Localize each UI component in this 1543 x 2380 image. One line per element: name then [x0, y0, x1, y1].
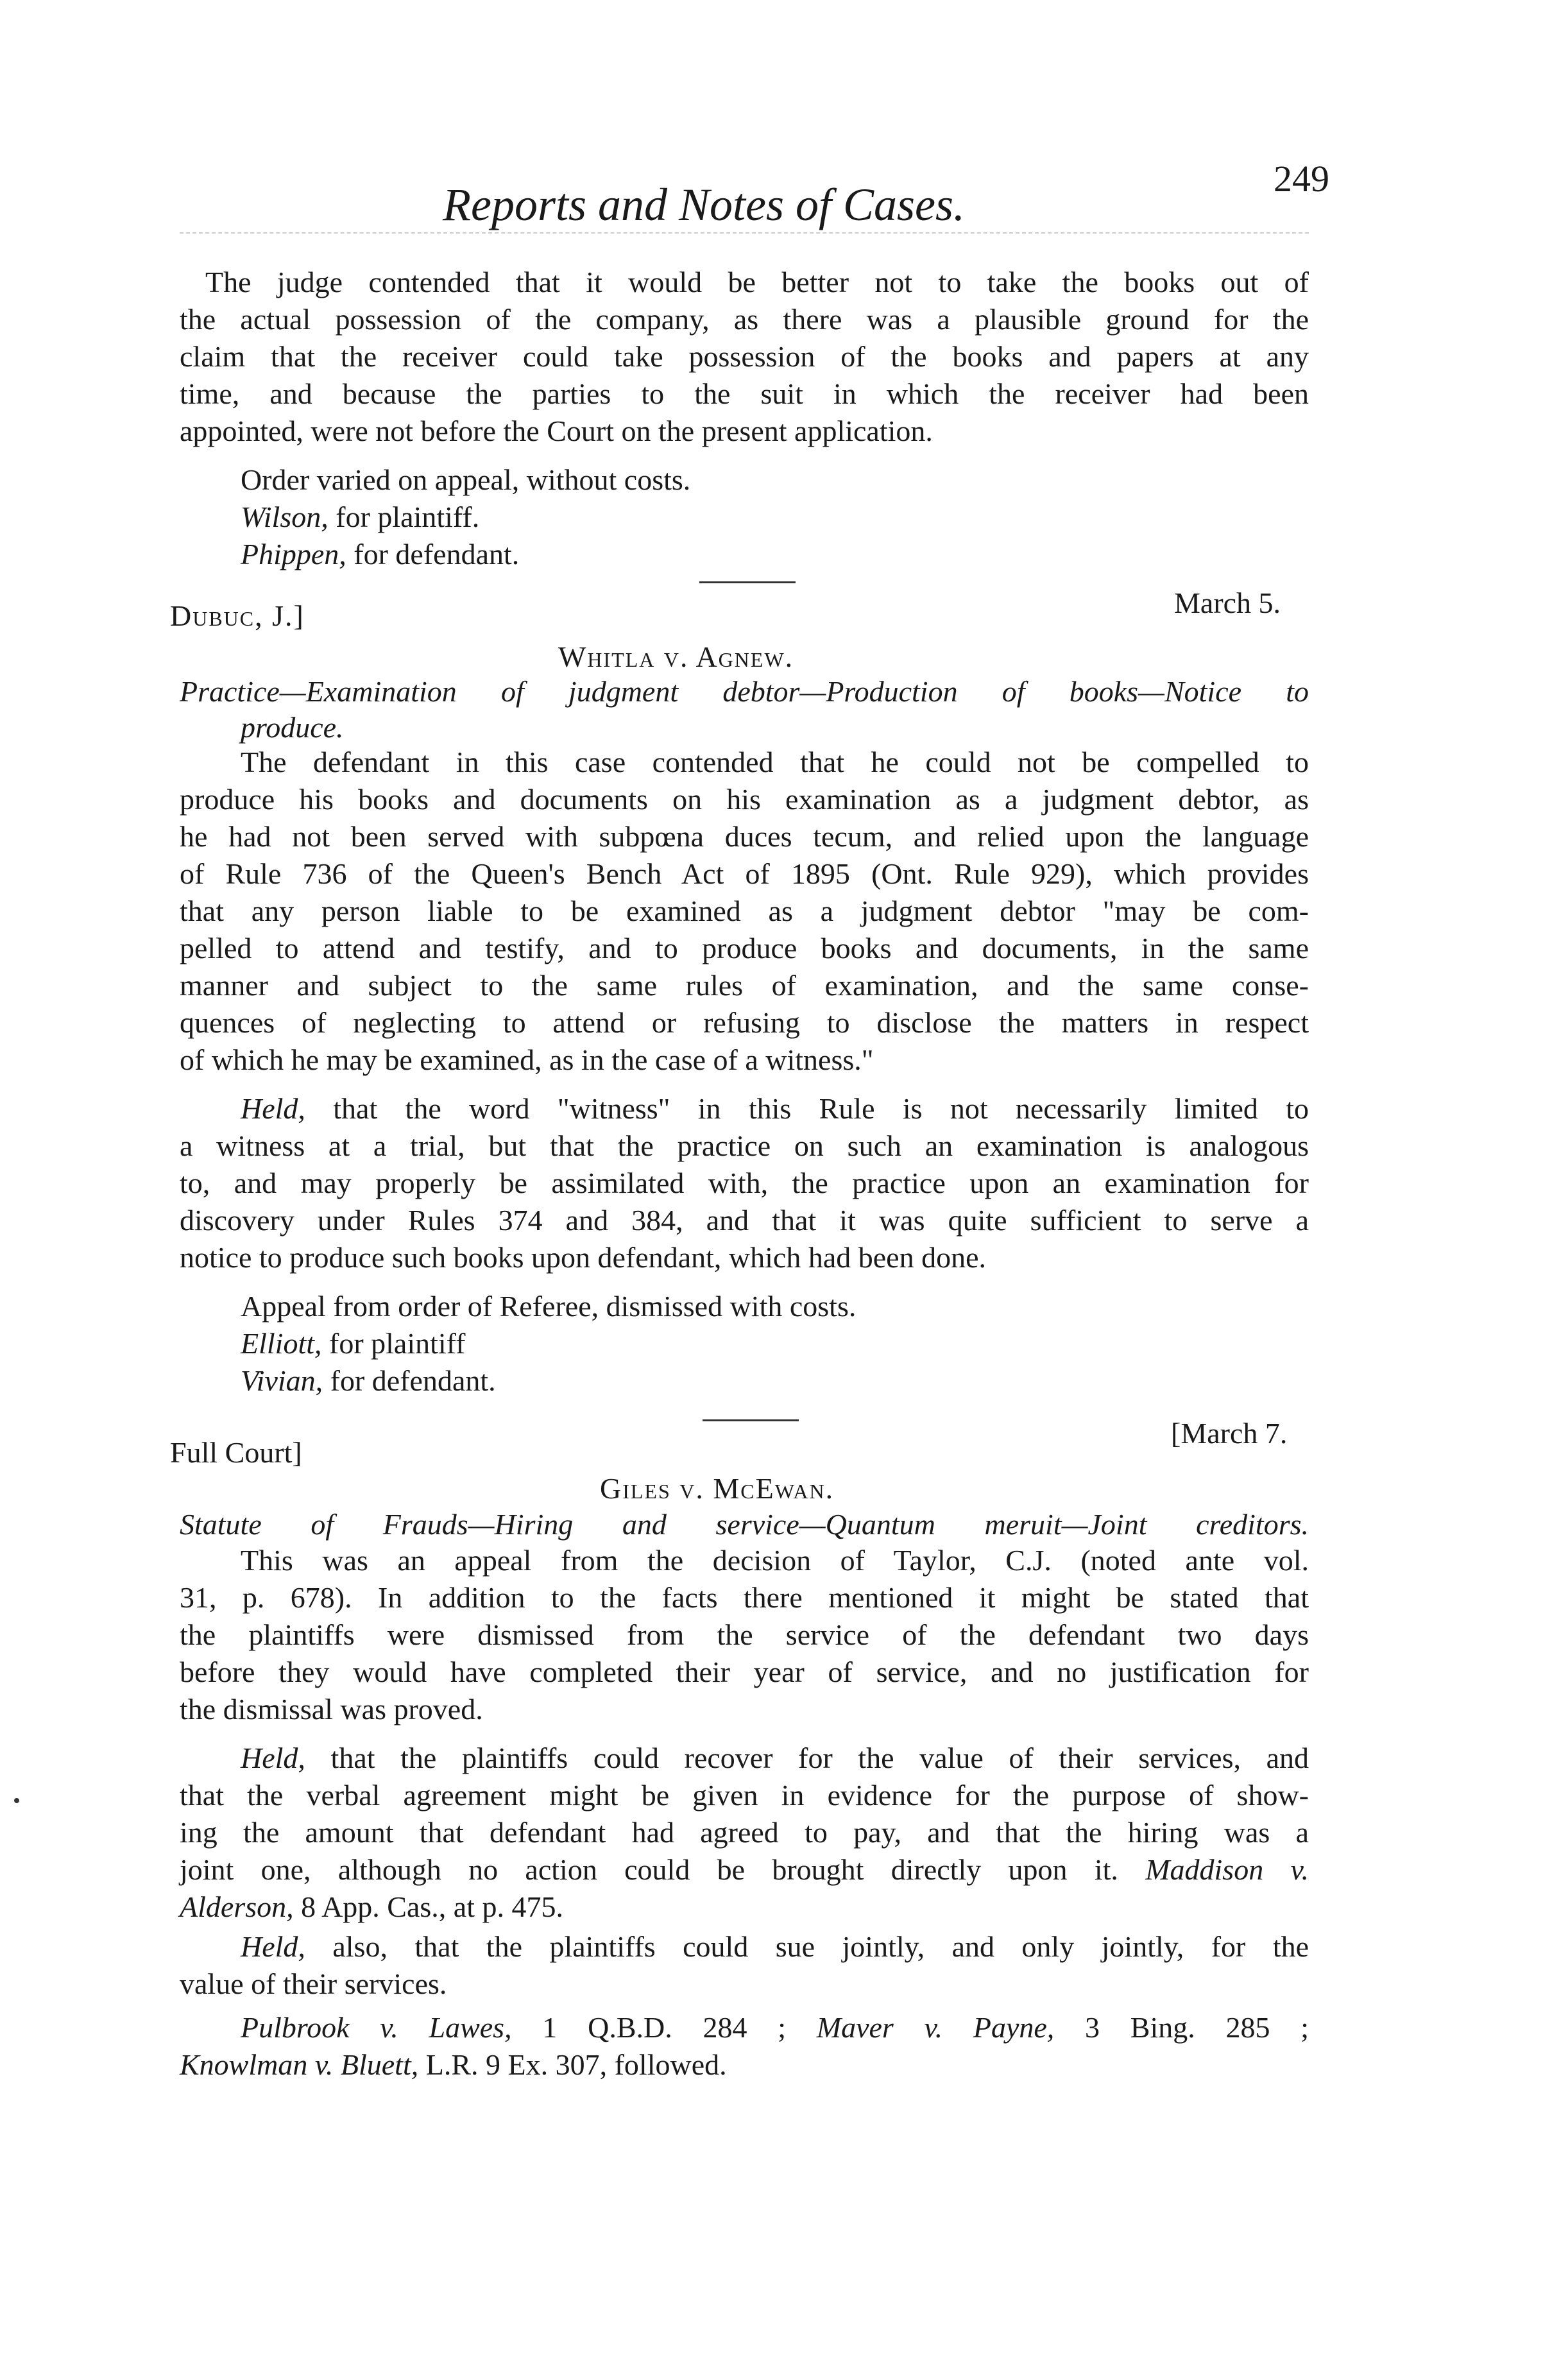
case1-p1-line-6: pelled to attend and testify, and to produce books and documents, in the same — [180, 932, 1309, 964]
case1-headnote-line-1: Practice—Examination of judgment debtor—Production of books—Notice to — [180, 675, 1309, 708]
case0-p1-line-3: claim that the receiver could take possession of the books and papers at any — [180, 340, 1309, 373]
held-label: Held, — [241, 1742, 305, 1774]
counsel-role: for plaintiff — [329, 1327, 466, 1360]
case2-p1-line-5: the dismissal was proved. — [180, 1693, 483, 1725]
case1-counsel-plaintiff — [241, 1326, 465, 1362]
case2-title: Giles v. McEwan. — [600, 1472, 835, 1505]
citation-ref: L.R. 9 Ex. 307, followed. — [425, 2048, 727, 2081]
margin-speck — [14, 1798, 19, 1803]
case0-p1-line-2: the actual possession of the company, as there was a plausible ground for the — [180, 303, 1309, 336]
case2-held1-line-5 — [180, 1889, 563, 1925]
case1-held-line-1 — [241, 1091, 1309, 1127]
running-header-title: Reports and Notes of Cases. — [443, 179, 966, 230]
case2-held1-line-1 — [241, 1740, 1309, 1776]
case1-headnote-line-2: produce. — [241, 711, 344, 744]
case1-p1-line-4: of Rule 736 of the Queen's Bench Act of 1895 (Ont. Rule 929), which provides — [180, 857, 1309, 890]
case0-counsel-defendant — [241, 536, 519, 572]
held-label: Held, — [241, 1092, 305, 1125]
case1-title: Whitla v. Agnew. — [558, 640, 794, 673]
case2-held2-line-2: value of their services. — [180, 1967, 447, 2000]
counsel-name: Phippen, — [241, 538, 346, 570]
held-text: that the word "witness" in this Rule is not necessarily limited to — [333, 1092, 1309, 1125]
counsel-role: for defendant. — [354, 538, 520, 570]
case1-date: March 5. — [1174, 586, 1281, 619]
case0-p1-line-1: The judge contended that it would be better not to take the books out of — [205, 266, 1309, 298]
citation-name: Pulbrook v. Lawes, — [241, 2011, 512, 2044]
case2-date: [March 7. — [1171, 1417, 1288, 1450]
case2-p1-line-4: before they would have completed their year of service, and no justification for — [180, 1656, 1309, 1688]
case1-held-line-3: to, and may properly be assimilated with, the practice upon an examination for — [180, 1167, 1309, 1199]
case1-p1-line-3: he had not been served with subpœna duces tecum, and relied upon the language — [180, 820, 1309, 853]
case2-held1-line-4 — [180, 1852, 1309, 1888]
citation-name: Knowlman v. Bluett, — [180, 2048, 419, 2081]
case2-p1-line-1: This was an appeal from the decision of Taylor, C.J. (noted ante vol. — [241, 1544, 1309, 1577]
case1-judge: Dubuc, J.] — [170, 599, 305, 632]
case1-held-line-4: discovery under Rules 374 and 384, and that it was quite sufficient to serve a — [180, 1204, 1309, 1237]
held-label: Held, — [241, 1930, 305, 1963]
case-separator — [703, 1419, 799, 1421]
case1-p1-line-9: of which he may be examined, as in the case of a witness." — [180, 1043, 874, 1076]
case2-citations-line-2 — [180, 2047, 727, 2083]
case1-held-line-2: a witness at a trial, but that the practice on such an examination is analogous — [180, 1129, 1309, 1162]
counsel-name: Elliott, — [241, 1327, 322, 1360]
case2-p1-line-3: the plaintiffs were dismissed from the service of the defendant two days — [180, 1618, 1309, 1651]
held-text: joint one, although no action could be brought directly upon it. — [180, 1853, 1118, 1886]
case2-court: Full Court] — [170, 1436, 302, 1469]
counsel-role: for plaintiff. — [336, 501, 480, 533]
case2-p1-line-2: 31, p. 678). In addition to the facts there mentioned it might be stated that — [180, 1581, 1309, 1614]
held-text: also, that the plaintiffs could sue jointly, and only jointly, for the — [332, 1930, 1309, 1963]
case1-held-line-5: notice to produce such books upon defendant, which had been done. — [180, 1241, 986, 1274]
page-number: 249 — [1274, 158, 1329, 200]
case1-p1-line-7: manner and subject to the same rules of examination, and the same conse- — [180, 969, 1309, 1002]
counsel-role: for defendant. — [330, 1364, 496, 1397]
case0-counsel-plaintiff — [241, 499, 479, 535]
counsel-name: Vivian, — [241, 1364, 323, 1397]
case0-p1-line-4: time, and because the parties to the suit in which the receiver had been — [180, 377, 1309, 410]
citation-name: Alderson, — [180, 1890, 294, 1923]
case1-p1-line-2: produce his books and documents on his examination as a judgment debtor, as — [180, 783, 1309, 816]
case1-p1-line-1: The defendant in this case contended that he could not be compelled to — [241, 746, 1309, 778]
citation-ref: 3 Bing. 285 ; — [1085, 2011, 1309, 2044]
citation-ref: 8 App. Cas., at p. 475. — [301, 1890, 563, 1923]
case1-p1-line-5: that any person liable to be examined as a judgment debtor "may be com- — [180, 895, 1309, 927]
counsel-name: Wilson, — [241, 501, 328, 533]
case2-headnote: Statute of Frauds—Hiring and service—Quantum meruit—Joint creditors. — [180, 1508, 1309, 1541]
header-rule — [180, 232, 1309, 234]
case2-held2-line-1 — [241, 1929, 1309, 1965]
held-text: that the plaintiffs could recover for the value of their services, and — [330, 1742, 1309, 1774]
case1-counsel-defendant — [241, 1363, 496, 1399]
citation-ref: 1 Q.B.D. 284 ; — [542, 2011, 787, 2044]
case-separator — [699, 581, 796, 583]
case1-appeal: Appeal from order of Referee, dismissed with costs. — [241, 1290, 857, 1323]
citation-name: Maddison v. — [1145, 1853, 1309, 1886]
case2-held1-line-3: ing the amount that defendant had agreed to pay, and that the hiring was a — [180, 1816, 1309, 1849]
case2-citations-line-1 — [241, 2010, 1309, 2046]
citation-name: Maver v. Payne, — [816, 2011, 1055, 2044]
case1-p1-line-8: quences of neglecting to attend or refusing to disclose the matters in respect — [180, 1006, 1309, 1039]
case0-p1-line-5: appointed, were not before the Court on the present application. — [180, 415, 933, 447]
case2-held1-line-2: that the verbal agreement might be given in evidence for the purpose of show- — [180, 1779, 1309, 1811]
case0-order: Order varied on appeal, without costs. — [241, 463, 691, 496]
